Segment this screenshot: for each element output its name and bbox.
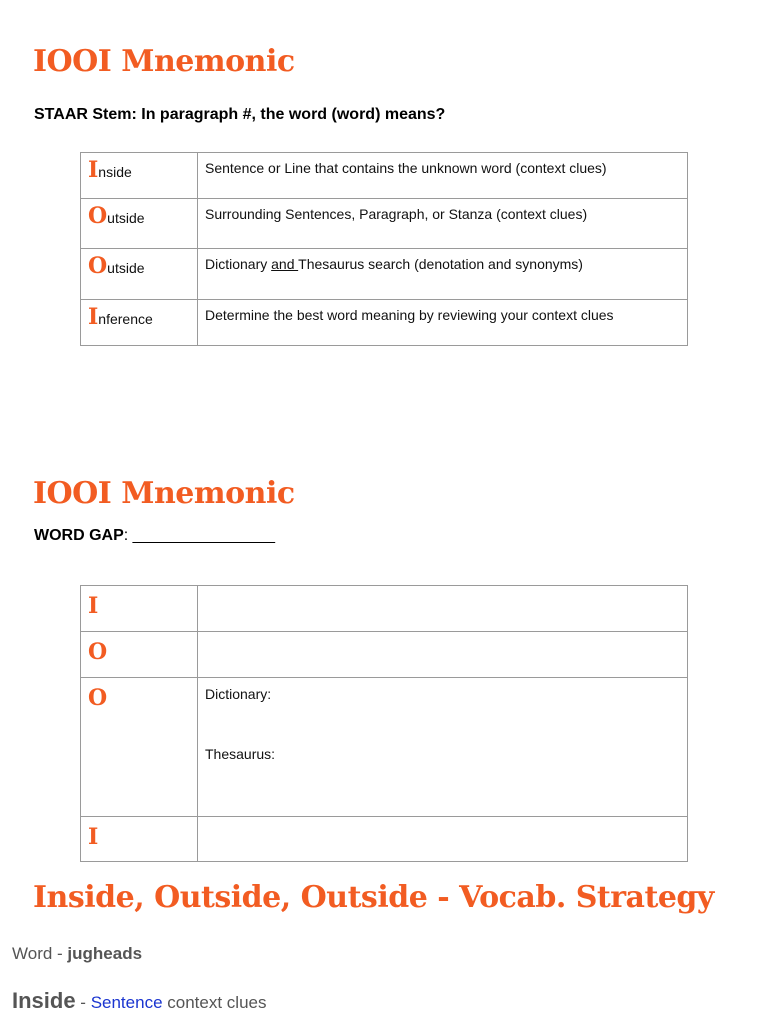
table-row	[81, 678, 688, 817]
description-cell	[198, 249, 688, 300]
table-row	[81, 153, 688, 199]
section2-title: IOOI Mnemonic	[33, 476, 295, 511]
description-cell	[198, 153, 688, 199]
key-word-rest: utside	[107, 260, 145, 276]
answer-cell[interactable]	[198, 678, 688, 817]
underlined-and: and	[271, 256, 299, 272]
key-cell	[81, 300, 198, 346]
initial-letter: I	[88, 593, 99, 619]
word-value: jugheads	[67, 944, 143, 963]
row-description: Surrounding Sentences, Paragraph, or Stanza (context clues)	[205, 206, 588, 222]
key-cell	[81, 632, 198, 678]
section1-title: IOOI Mnemonic	[33, 44, 295, 79]
table-row	[81, 817, 688, 862]
row-description: Sentence or Line that contains the unknown word (context clues)	[205, 160, 607, 176]
initial-letter: O	[88, 685, 108, 711]
word-line: Word - jugheads	[12, 944, 143, 963]
table-row	[81, 300, 688, 346]
initial-letter: I	[88, 157, 99, 183]
answer-cell[interactable]	[198, 586, 688, 632]
table-row	[81, 586, 688, 632]
inside-label: Inside	[12, 988, 76, 1013]
section3-title: Inside, Outside, Outside - Vocab. Strategy	[33, 880, 714, 915]
initial-letter: O	[88, 253, 108, 279]
key-cell	[81, 678, 198, 817]
sentence-link[interactable]: Sentence	[90, 993, 163, 1012]
staar-stem: STAAR Stem: In paragraph #, the word (word) means?	[34, 106, 446, 123]
key-word-rest: utside	[107, 210, 145, 226]
key-word-rest: nside	[98, 164, 132, 180]
word-gap-label: WORD GAP	[34, 527, 124, 544]
initial-letter: I	[88, 824, 99, 850]
key-cell	[81, 817, 198, 862]
key-cell	[81, 153, 198, 199]
key-cell	[81, 199, 198, 249]
table-row	[81, 632, 688, 678]
word-gap	[34, 527, 275, 545]
initial-letter: I	[88, 304, 99, 330]
initial-letter: O	[88, 639, 108, 665]
key-cell	[81, 249, 198, 300]
key-word-rest: nference	[98, 311, 153, 327]
row-description: Determine the best word meaning by reviewing your context clues	[205, 307, 614, 323]
row-description: Dictionary and Thesaurus search (denotation and synonyms)	[205, 256, 583, 272]
initial-letter: O	[88, 203, 108, 229]
table-row	[81, 249, 688, 300]
description-cell	[198, 199, 688, 249]
worksheet-table	[80, 585, 688, 862]
dictionary-label: Dictionary:	[205, 686, 272, 702]
thesaurus-label: Thesaurus:	[205, 746, 276, 762]
ioo-table	[80, 152, 688, 346]
answer-cell[interactable]	[198, 817, 688, 862]
answer-cell[interactable]	[198, 632, 688, 678]
description-cell	[198, 300, 688, 346]
table-row	[81, 199, 688, 249]
inside-line: Inside - Sentence context clues	[12, 988, 267, 1013]
key-cell	[81, 586, 198, 632]
word-gap-blank[interactable]: : ________________	[123, 527, 276, 544]
